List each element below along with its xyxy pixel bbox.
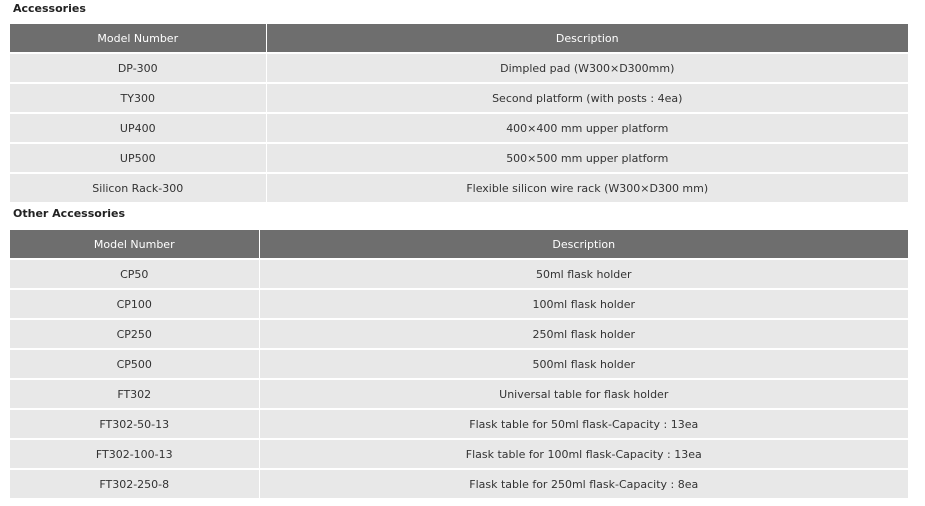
table-header-row <box>10 230 908 259</box>
table-row <box>10 469 908 499</box>
description-cell: 100ml flask holder <box>259 289 908 319</box>
accessories-table <box>10 24 908 204</box>
model-number-cell: FT302-50-13 <box>10 409 259 439</box>
model-number-cell: CP100 <box>10 289 259 319</box>
model-number-cell: Silicon Rack-300 <box>10 173 266 203</box>
other-accessories-title: Other Accessories <box>13 207 126 220</box>
description-cell: Second platform (with posts : 4ea) <box>266 83 908 113</box>
description-cell: Dimpled pad (W300×D300mm) <box>266 53 908 83</box>
model-number-cell: TY300 <box>10 83 266 113</box>
table-row <box>10 143 908 173</box>
model-number-cell: CP250 <box>10 319 259 349</box>
table-row <box>10 319 908 349</box>
model-number-cell: FT302-250-8 <box>10 469 259 499</box>
column-header-description: Description <box>259 230 908 259</box>
model-number-cell: CP50 <box>10 259 259 289</box>
column-header-model-number: Model Number <box>10 24 266 53</box>
table-row <box>10 439 908 469</box>
table-row <box>10 53 908 83</box>
model-number-cell: FT302-100-13 <box>10 439 259 469</box>
column-header-description: Description <box>266 24 908 53</box>
description-cell: Flask table for 100ml flask-Capacity : 13ea <box>259 439 908 469</box>
table-header-row <box>10 24 908 53</box>
table-row <box>10 349 908 379</box>
description-cell: 500×500 mm upper platform <box>266 143 908 173</box>
description-cell: 50ml flask holder <box>259 259 908 289</box>
accessories-title: Accessories <box>13 2 86 15</box>
other-accessories-table <box>10 230 908 500</box>
description-cell: Flexible silicon wire rack (W300×D300 mm) <box>266 173 908 203</box>
accessories-section <box>0 0 925 204</box>
table-row <box>10 113 908 143</box>
table-row <box>10 259 908 289</box>
description-cell: 500ml flask holder <box>259 349 908 379</box>
model-number-cell: FT302 <box>10 379 259 409</box>
table-row <box>10 289 908 319</box>
model-number-cell: UP500 <box>10 143 266 173</box>
column-header-model-number: Model Number <box>10 230 259 259</box>
table-row <box>10 173 908 203</box>
description-cell: 250ml flask holder <box>259 319 908 349</box>
table-row <box>10 83 908 113</box>
table-row <box>10 409 908 439</box>
model-number-cell: UP400 <box>10 113 266 143</box>
description-cell: Flask table for 250ml flask-Capacity : 8ea <box>259 469 908 499</box>
model-number-cell: CP500 <box>10 349 259 379</box>
model-number-cell: DP-300 <box>10 53 266 83</box>
description-cell: Flask table for 50ml flask-Capacity : 13ea <box>259 409 908 439</box>
description-cell: Universal table for flask holder <box>259 379 908 409</box>
other-accessories-section <box>0 204 925 500</box>
description-cell: 400×400 mm upper platform <box>266 113 908 143</box>
table-row <box>10 379 908 409</box>
